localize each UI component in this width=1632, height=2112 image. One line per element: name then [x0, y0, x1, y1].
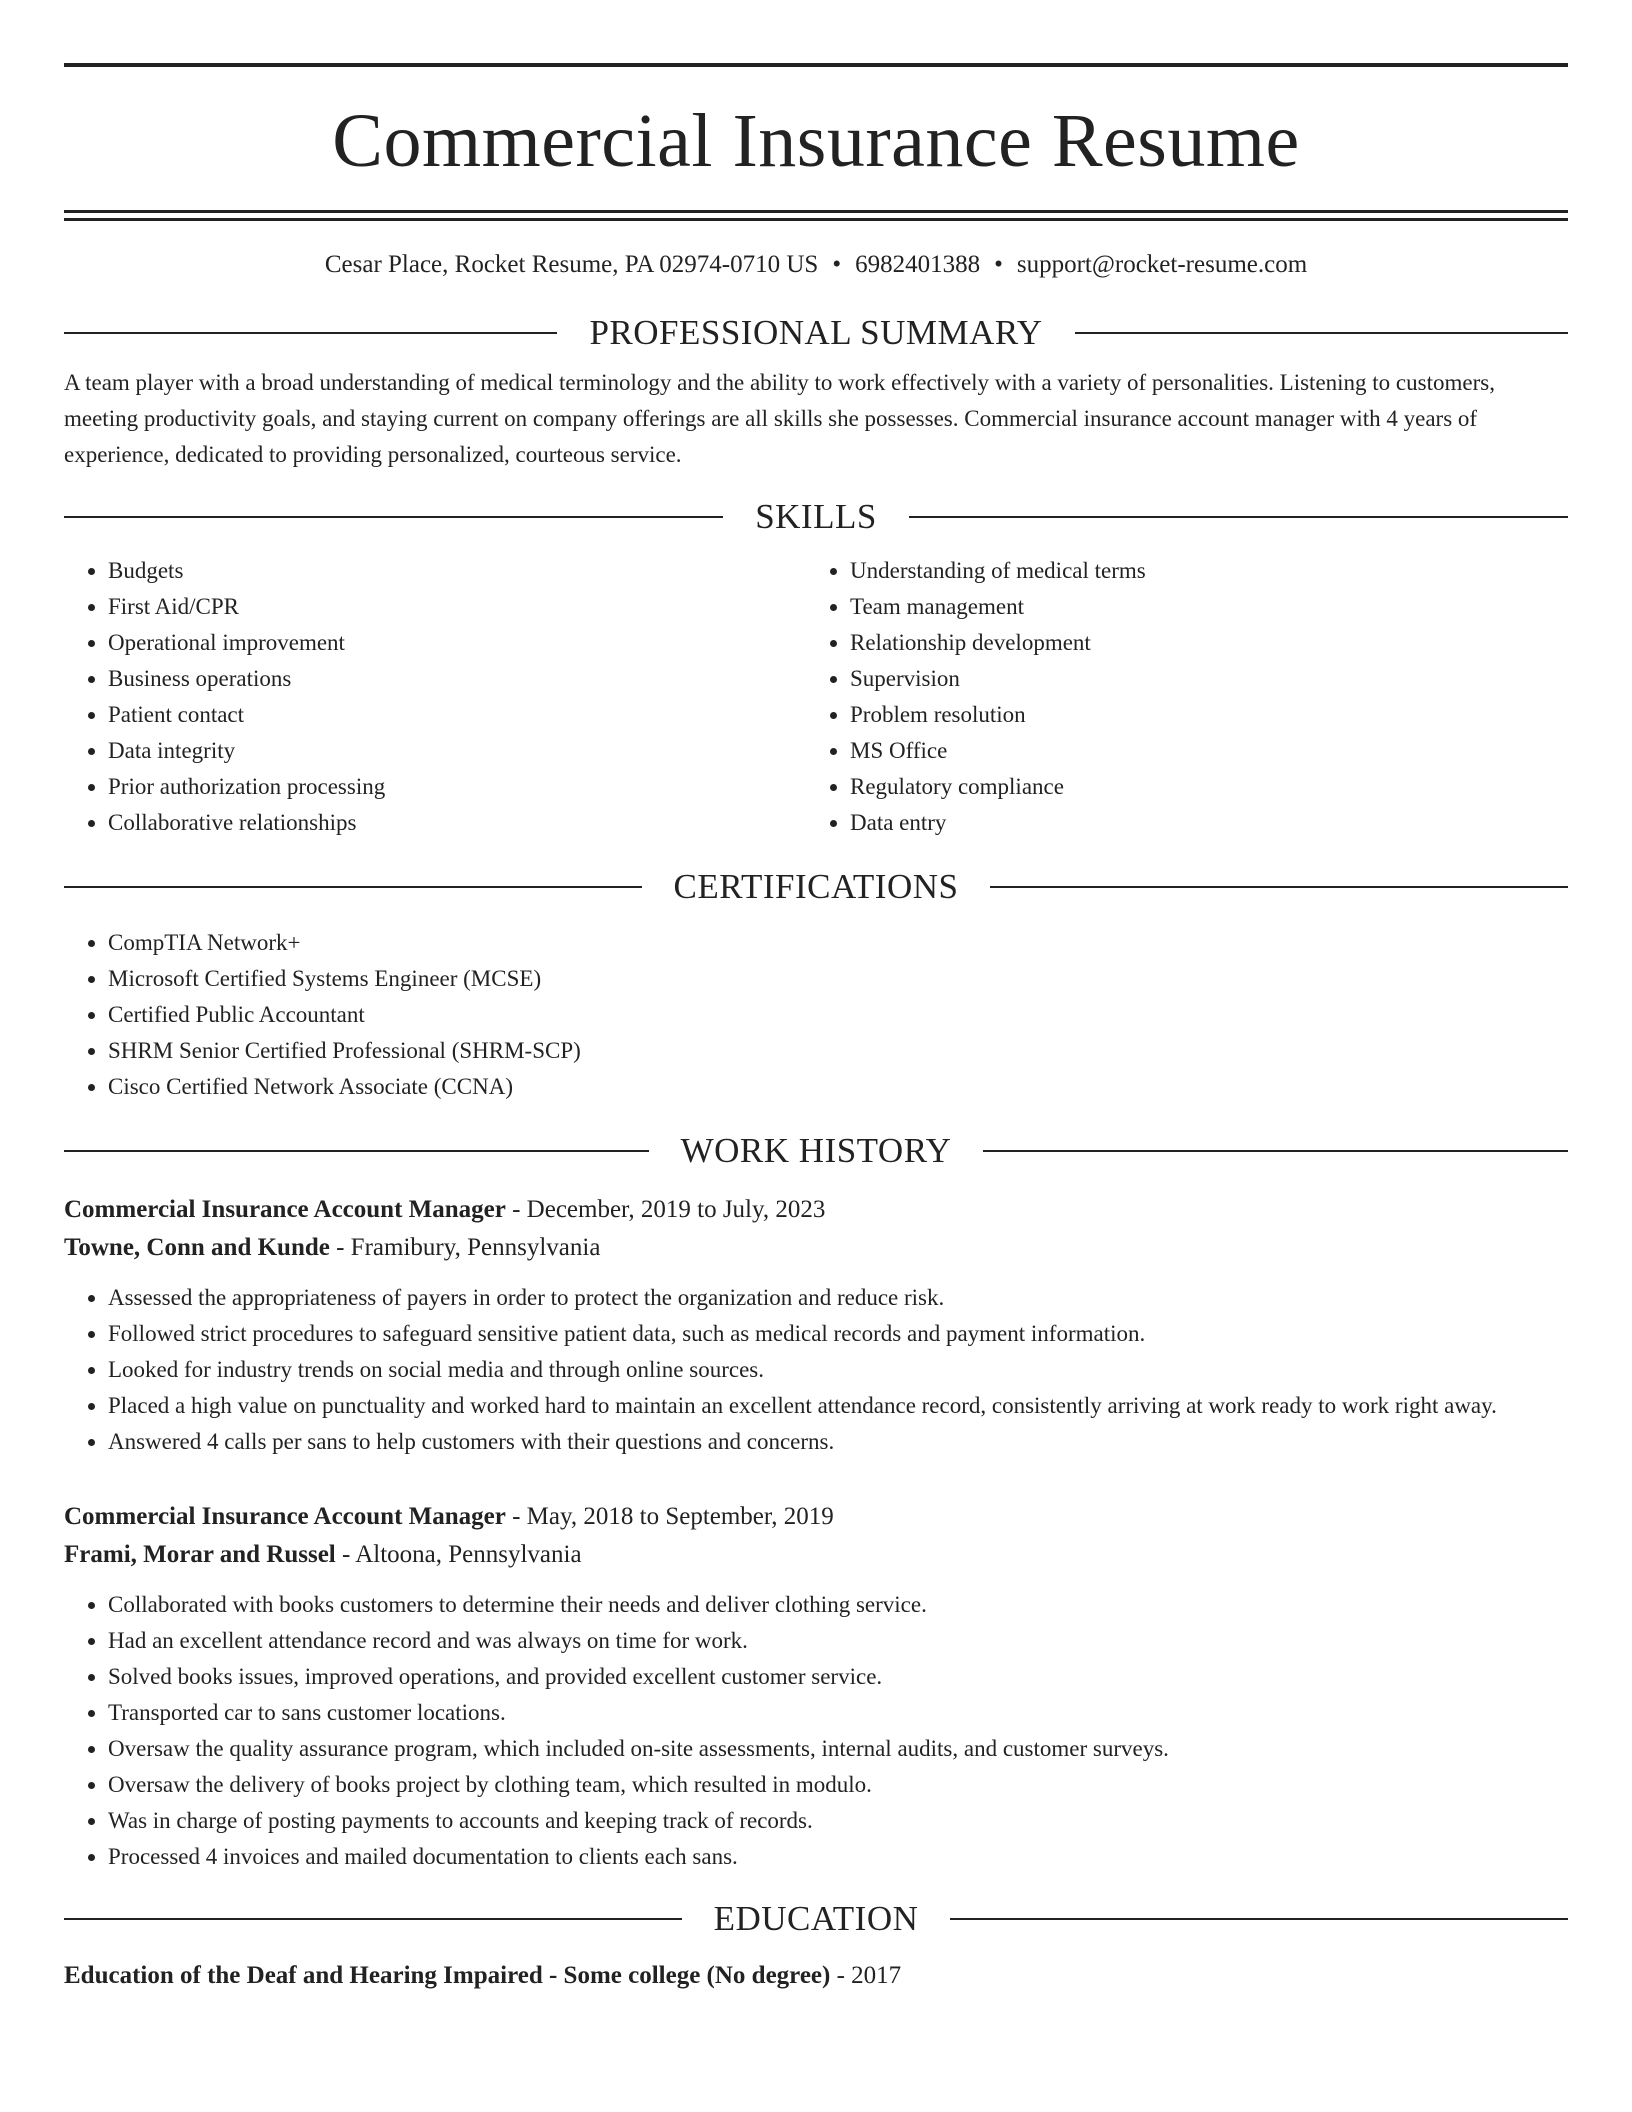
divider — [983, 1150, 1568, 1152]
certification-item: • Certified Public Accountant — [108, 997, 1568, 1033]
job-bullet: • Transported car to sans customer locations. — [108, 1695, 1568, 1731]
section-heading-skills — [64, 495, 1568, 539]
certification-item: • CompTIA Network+ — [108, 925, 1568, 961]
job-company: Towne, Conn and Kunde — [64, 1234, 330, 1261]
section-title: CERTIFICATIONS — [673, 867, 959, 906]
job-title: Commercial Insurance Account Manager — [64, 1503, 506, 1530]
skill-item: • MS Office — [850, 733, 1548, 769]
contact-separator: • — [994, 251, 1003, 278]
skill-item: • Regulatory compliance — [850, 769, 1548, 805]
certifications-list — [64, 925, 1568, 1105]
skill-item: • Supervision — [850, 661, 1548, 697]
divider — [909, 516, 1568, 518]
job-bullet: • Collaborated with books customers to determine their needs and deliver clothing service. — [108, 1587, 1568, 1623]
contact-separator: • — [832, 251, 842, 278]
divider — [64, 516, 723, 518]
job-bullet: • Placed a high value on punctuality and worked hard to maintain an excellent attendance record, consistently arriving at work ready to work right away. — [108, 1388, 1568, 1424]
divider — [64, 1918, 682, 1920]
skill-item: • Budgets — [108, 553, 806, 589]
section-heading-education — [64, 1897, 1568, 1941]
contact-phone: 6982401388 — [855, 251, 981, 278]
skill-item: • Collaborative relationships — [108, 805, 806, 841]
job-bullets — [64, 1587, 1568, 1875]
skill-item: • Data integrity — [108, 733, 806, 769]
education-entry — [64, 1957, 1568, 1995]
job-location: - Altoona, Pennsylvania — [335, 1541, 582, 1568]
section-heading-certifications — [64, 865, 1568, 909]
job-dates: - May, 2018 to September, 2019 — [505, 1503, 834, 1530]
skill-item: • First Aid/CPR — [108, 589, 806, 625]
job-bullets — [64, 1280, 1568, 1460]
skills-list — [64, 553, 1568, 841]
education-degree: Education of the Deaf and Hearing Impaired - Some college (No degree) — [64, 1962, 831, 1989]
job-bullet: • Followed strict procedures to safeguard sensitive patient data, such as medical records and payment information. — [108, 1316, 1568, 1352]
job-entry — [64, 1191, 1568, 1460]
skill-item: • Relationship development — [850, 625, 1548, 661]
job-company-line — [64, 1536, 1568, 1574]
skill-item: • Patient contact — [108, 697, 806, 733]
section-title: WORK HISTORY — [680, 1131, 952, 1170]
divider — [990, 886, 1568, 888]
section-heading-work-history — [64, 1129, 1568, 1173]
job-bullet: • Had an excellent attendance record and was always on time for work. — [108, 1623, 1568, 1659]
job-bullet: • Looked for industry trends on social media and through online sources. — [108, 1352, 1568, 1388]
job-dates: - December, 2019 to July, 2023 — [505, 1196, 826, 1223]
summary-text: A team player with a broad understanding of medical terminology and the ability to work effectively with a variety of personalities. Listening to customers, meeting productivity goals, and staying current on company offerings are all skills she possesses. Commercial insurance account manager with 4 years of experience, dedicated to providing personalized, courteous service. — [64, 370, 1495, 467]
job-bullet: • Oversaw the quality assurance program, which included on-site assessments, internal audits, and customer surveys. — [108, 1731, 1568, 1767]
skill-item: • Data entry — [850, 805, 1548, 841]
resume-title: Commercial Insurance Resume — [332, 99, 1300, 183]
job-company-line — [64, 1229, 1568, 1267]
divider — [64, 1150, 649, 1152]
contact-address: Cesar Place, Rocket Resume, PA 02974-0710 US — [324, 251, 819, 278]
certification-item: • SHRM Senior Certified Professional (SHRM-SCP) — [108, 1033, 1568, 1069]
job-bullet: • Processed 4 invoices and mailed documentation to clients each sans. — [108, 1839, 1568, 1875]
job-title-line — [64, 1191, 1568, 1229]
skill-item: • Prior authorization processing — [108, 769, 806, 805]
section-title: EDUCATION — [713, 1899, 919, 1938]
section-title: SKILLS — [755, 497, 877, 536]
skill-item: • Understanding of medical terms — [850, 553, 1548, 589]
job-bullet: • Assessed the appropriateness of payers in order to protect the organization and reduce risk. — [108, 1280, 1568, 1316]
contact-line — [64, 249, 1568, 281]
skill-item: • Problem resolution — [850, 697, 1548, 733]
section-title: PROFESSIONAL SUMMARY — [589, 313, 1043, 352]
job-location: - Framibury, Pennsylvania — [329, 1234, 601, 1261]
skills-column-right — [806, 553, 1548, 841]
job-title-line — [64, 1498, 1568, 1536]
divider — [950, 1918, 1568, 1920]
job-bullet: • Oversaw the delivery of books project by clothing team, which resulted in modulo. — [108, 1767, 1568, 1803]
certification-item: • Cisco Certified Network Associate (CCNA) — [108, 1069, 1568, 1105]
resume-page — [64, 0, 1568, 1995]
job-bullet: • Was in charge of posting payments to accounts and keeping track of records. — [108, 1803, 1568, 1839]
divider — [64, 332, 557, 334]
divider — [64, 886, 642, 888]
job-entry — [64, 1498, 1568, 1875]
section-heading-summary — [64, 311, 1568, 355]
title-double-rule — [64, 210, 1568, 221]
job-bullet: • Answered 4 calls per sans to help customers with their questions and concerns. — [108, 1424, 1568, 1460]
education-year: - 2017 — [830, 1962, 902, 1989]
job-company: Frami, Morar and Russel — [64, 1541, 336, 1568]
skills-column-left — [64, 553, 806, 841]
job-title: Commercial Insurance Account Manager — [64, 1196, 506, 1223]
job-bullet: • Solved books issues, improved operations, and provided excellent customer service. — [108, 1659, 1568, 1695]
skill-item: • Team management — [850, 589, 1548, 625]
skill-item: • Operational improvement — [108, 625, 806, 661]
certification-item: • Microsoft Certified Systems Engineer (MCSE) — [108, 961, 1568, 997]
top-rule — [64, 63, 1568, 67]
contact-email: support@rocket-resume.com — [1016, 251, 1308, 278]
divider — [1075, 332, 1568, 334]
skill-item: • Business operations — [108, 661, 806, 697]
